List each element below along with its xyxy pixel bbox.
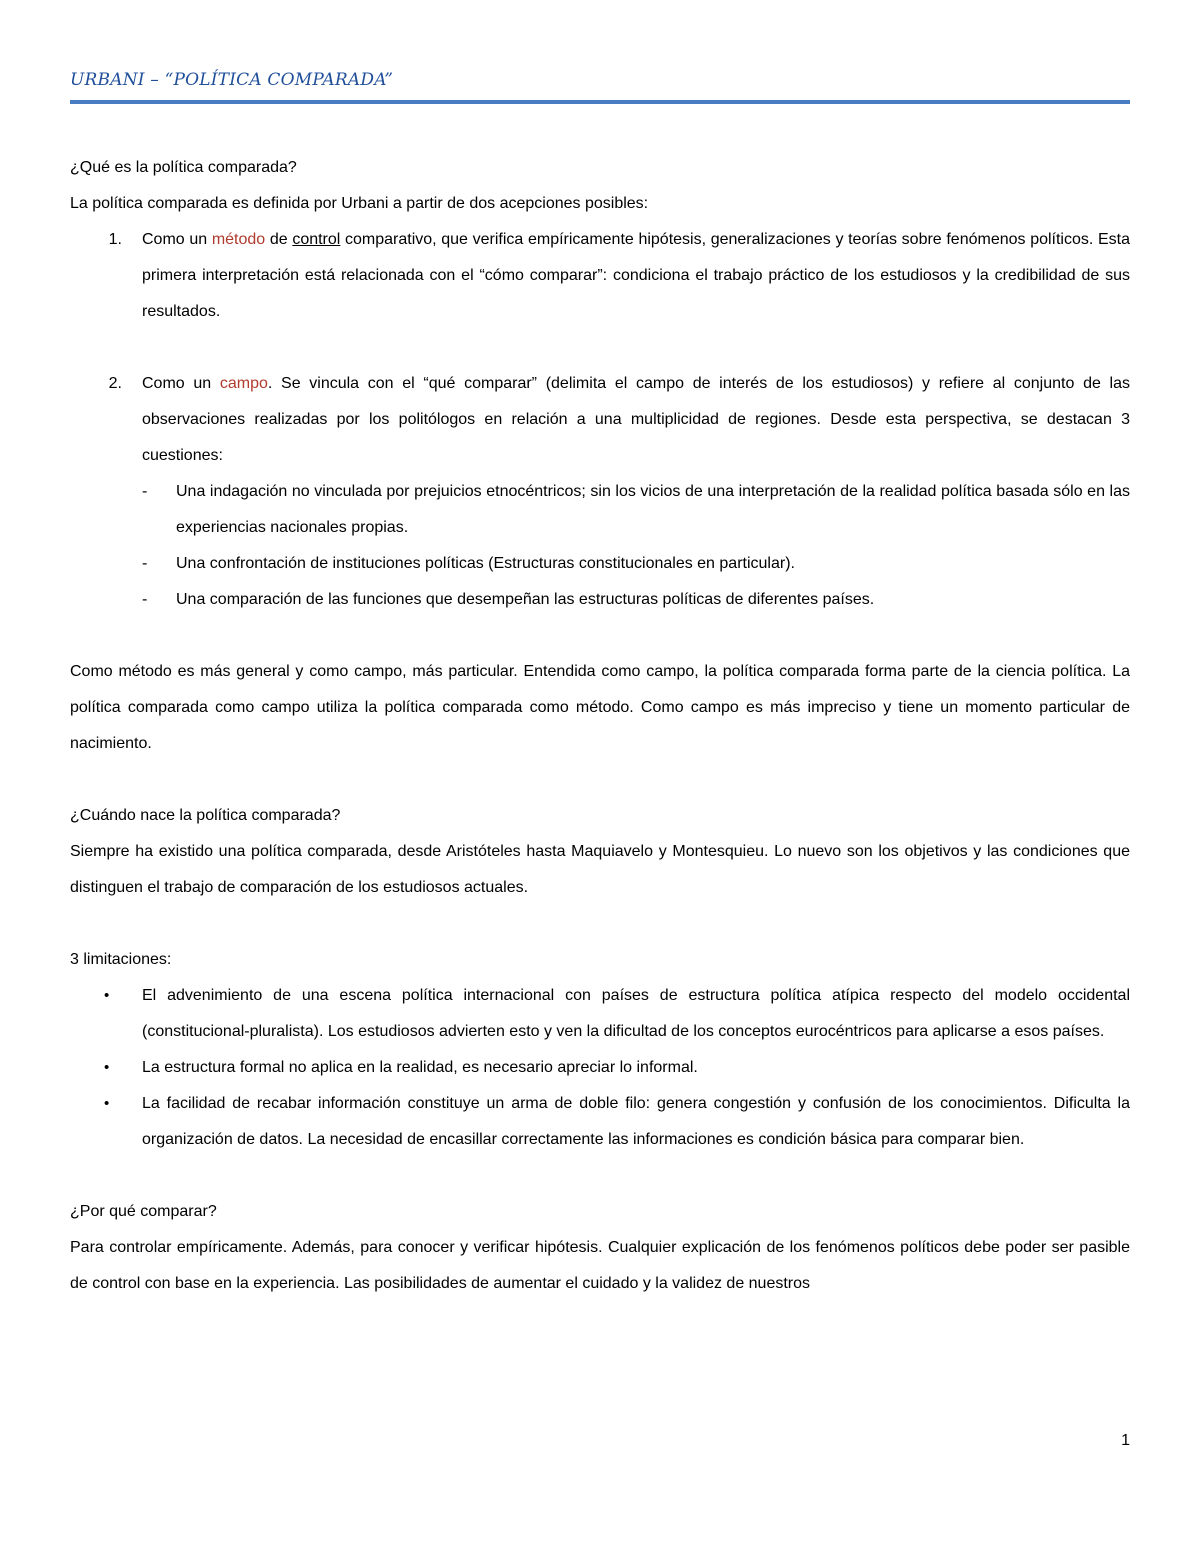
- bullet-text: El advenimiento de una escena política internacional con países de estructura política atípica respecto del modelo occidental (constitucional-pluralista). Los estudiosos advierten esto y ven la dificultad de los conceptos eurocéntricos para aplicarse a esos países.: [142, 987, 1130, 1040]
- heading-limitaciones: 3 limitaciones:: [70, 951, 172, 968]
- spacer: [70, 1158, 1130, 1194]
- paragraph-cuando-nace: Siempre ha existido una política comparada, desde Aristóteles hasta Maquiavelo y Montesquieu. Lo nuevo son los objetivos y las condiciones que distinguen el trabajo de comparación de los estudiosos actuales.: [70, 843, 1130, 896]
- header-rule: [70, 100, 1130, 104]
- bullet-marker: •: [104, 1095, 110, 1112]
- sub-list-item: [142, 474, 1130, 546]
- list-item-text: [142, 366, 1130, 474]
- text-run: Como un: [142, 231, 212, 248]
- term-campo: campo: [219, 375, 268, 392]
- dash-marker: -: [142, 483, 148, 500]
- sub-list-text: Una indagación no vinculada por prejuicios etnocéntricos; sin los vicios de una interpretación de la realidad política basada sólo en las experiencias nacionales propias.: [176, 483, 1130, 536]
- sub-list-text: Una confrontación de instituciones políticas (Estructuras constitucionales en particular).: [176, 555, 795, 572]
- spacer: [70, 906, 1130, 942]
- text-run: de: [265, 231, 293, 248]
- heading-cuando-nace: ¿Cuándo nace la política comparada?: [70, 807, 341, 824]
- document-body: [70, 150, 1130, 1302]
- spacer: [70, 618, 1130, 654]
- bullet-marker: •: [104, 987, 110, 1004]
- text-run: comparativo, que verifica empíricamente hipótesis, generalizaciones y teorías sobre fenómenos políticos. Esta primera interpretación está relacionada con el “cómo comparar”: condiciona el trabajo práctico de los estudiosos y la credibilidad de sus resultados.: [142, 231, 1131, 320]
- spacer: [70, 762, 1130, 798]
- bullet-item: [70, 1086, 1130, 1158]
- sub-list-item: [142, 546, 1130, 582]
- sub-list-item: [142, 582, 1130, 618]
- page-number: 1: [1121, 1432, 1130, 1449]
- term-control: control: [292, 231, 341, 248]
- list-item-metodo: [70, 222, 1130, 330]
- dash-marker: -: [142, 555, 148, 572]
- list-number: 2.: [108, 375, 122, 392]
- paragraph-metodo-campo: Como método es más general y como campo, más particular. Entendida como campo, la política comparada forma parte de la ciencia política. La política comparada como campo utiliza la política comparada como método. Como campo es más impreciso y tiene un momento particular de nacimiento.: [70, 663, 1130, 752]
- text-run: . Se vincula con el “qué comparar” (delimita el campo de interés de los estudiosos) y refiere al conjunto de las observaciones realizadas por los politólogos en relación a una multiplicidad de regiones. Desde esta perspectiva, se destacan 3 cuestiones:: [142, 375, 1131, 464]
- sub-list-text: Una comparación de las funciones que desempeñan las estructuras políticas de diferentes países.: [176, 591, 875, 608]
- list-item-campo: [70, 366, 1130, 474]
- intro-paragraph: La política comparada es definida por Urbani a partir de dos acepciones posibles:: [70, 195, 649, 212]
- dash-marker: -: [142, 591, 148, 608]
- list-item-text: [142, 222, 1130, 330]
- term-metodo: método: [211, 231, 266, 248]
- bullet-text: La estructura formal no aplica en la realidad, es necesario apreciar lo informal.: [142, 1059, 698, 1076]
- paragraph-por-que: Para controlar empíricamente. Además, para conocer y verificar hipótesis. Cualquier explicación de los fenómenos políticos debe poder ser pasible de control con base en la experiencia. Las posibilidades de aumentar el cuidado y la validez de nuestros: [70, 1239, 1130, 1292]
- bullet-item: [70, 978, 1130, 1050]
- bullet-marker: •: [104, 1059, 110, 1076]
- spacer: [70, 330, 1130, 366]
- heading-por-que: ¿Por qué comparar?: [70, 1203, 217, 1220]
- header-title: URBANI – “POLÍTICA COMPARADA”: [70, 70, 394, 90]
- heading-que-es: ¿Qué es la política comparada?: [70, 159, 297, 176]
- bullet-text: La facilidad de recabar información constituye un arma de doble filo: genera congestión y confusión de los conocimientos. Dificulta la organización de datos. La necesidad de encasillar correctamente las informaciones es condición básica para comparar bien.: [142, 1095, 1130, 1148]
- bullet-item: [70, 1050, 1130, 1086]
- text-run: Como un: [142, 375, 220, 392]
- list-number: 1.: [108, 231, 122, 248]
